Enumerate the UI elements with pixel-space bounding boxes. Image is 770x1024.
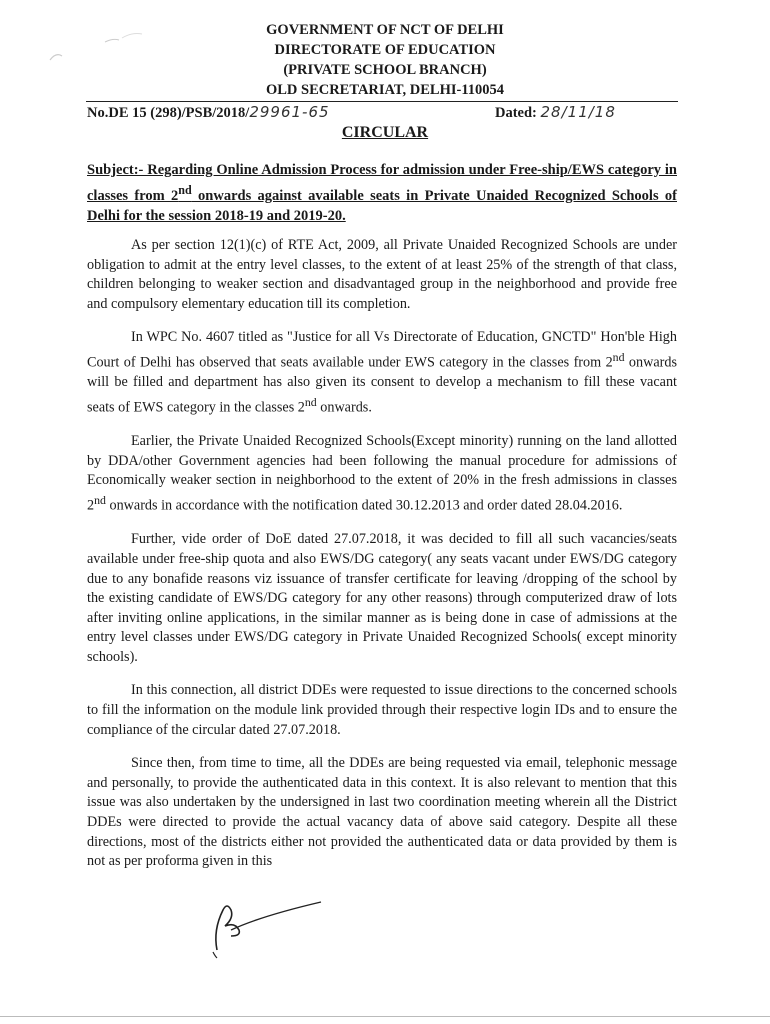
paragraph-2-sup: nd: [304, 394, 317, 409]
reference-number-handwritten: 29961-65: [249, 103, 330, 121]
paragraph-5: In this connection, all district DDEs were requested to issue directions to the concerned schools to fill the information on the module link provided through their respective login IDs and to ensure the compliance of the circular dated 27.07.2018.: [87, 682, 677, 738]
circular-body: [87, 236, 677, 886]
paragraph-1: As per section 12(1)(c) of RTE Act, 2009, all Private Unaided Recognized Schools are under obligation to admit at the entry level classes, to the extent of at least 25% of the strength of that class, children belonging to weaker section and disadvantaged group in the neighborhood and provide free and compulsory elementary education till its completion.: [87, 237, 677, 312]
paragraph-2: [87, 328, 677, 418]
letterhead: [0, 20, 770, 100]
paragraph-2-part: In WPC No. 4607 titled as "Justice for all Vs Directorate of Education, GNCTD" Hon'ble High Court of Delhi has observed that seats available under EWS category in the classes from 2: [87, 329, 677, 371]
subject-sup: nd: [178, 183, 192, 197]
subject-text: Subject:- Regarding Online Admission Process for admission under Free-ship/EWS category in classes from 2: [87, 162, 677, 204]
letterhead-branch: (PRIVATE SCHOOL BRANCH): [283, 62, 487, 78]
reference-number-printed: No.DE 15 (298)/PSB/2018/: [87, 105, 250, 121]
reference-number: [87, 103, 330, 122]
paragraph-3-part: onwards in accordance with the notification dated 30.12.2013 and order dated 28.04.2016.: [105, 497, 623, 514]
subject-line: [87, 160, 677, 226]
signature-icon: [195, 890, 335, 960]
letterhead-directorate: DIRECTORATE OF EDUCATION: [274, 42, 496, 58]
paragraph-3-sup: nd: [94, 493, 106, 507]
letterhead-government: GOVERNMENT OF NCT OF DELHI: [266, 22, 504, 38]
reference-line: [87, 103, 677, 125]
document-title: CIRCULAR: [341, 124, 429, 141]
paragraph-4: Further, vide order of DoE dated 27.07.2018, it was decided to fill all such vacancies/seats available under free-ship quota and also EWS/DG category( any seats vacant under EWS/DG category due to any bonafide reasons viz issuance of transfer certificate for leaving /dropping of the school by the existing candidate of EWS/DG category for any other reasons) through computerized draw of lots after inviting online applications, in the similar manner as is being done in case of admissions at the entry level classes under EWS/DG category in Private Unaided Recognized Schools( except minority schools).: [87, 531, 677, 665]
date-handwritten: 28/11/18: [540, 103, 616, 121]
paragraph-2-part: onwards will be filled and department has also given its consent to develop a mechanism to fill these vacant seats of EWS category in the classes 2: [87, 354, 677, 416]
header-rule: [86, 101, 678, 102]
paragraph-2-sup: nd: [612, 349, 625, 364]
paragraph-3: [87, 432, 677, 516]
paragraph-2-part: onwards.: [316, 399, 372, 416]
paragraph-6: Since then, from time to time, all the DDEs are being requested via email, telephonic message and personally, to provide the authenticated data in this context. It is also relevant to mention that this issue was also undertaken by the undersigned in last two coordination meeting wherein all the District DDEs were directed to provide the actual vacancy data of above said category. Despite all these directions, most of the districts either not provided the authenticated data or data provided by them is not as per proforma given in this: [87, 755, 677, 870]
subject-text-rest: onwards against available seats in Private Unaided Recognized Schools of Delhi for the session 2018-19 and 2019-20.: [87, 187, 677, 224]
date-label: Dated:: [495, 105, 537, 121]
page-bottom-rule: [0, 1016, 770, 1017]
letterhead-address: OLD SECRETARIAT, DELHI-110054: [265, 82, 505, 98]
paragraph-3-part: Earlier, the Private Unaided Recognized Schools(Except minority) running on the land allotted by DDA/other Government agencies had been following the manual procedure for admissions of Economically weaker section in neighborhood to the extent of 20% in the fresh admissions in classes 2: [87, 433, 677, 514]
date-field: [495, 103, 616, 122]
